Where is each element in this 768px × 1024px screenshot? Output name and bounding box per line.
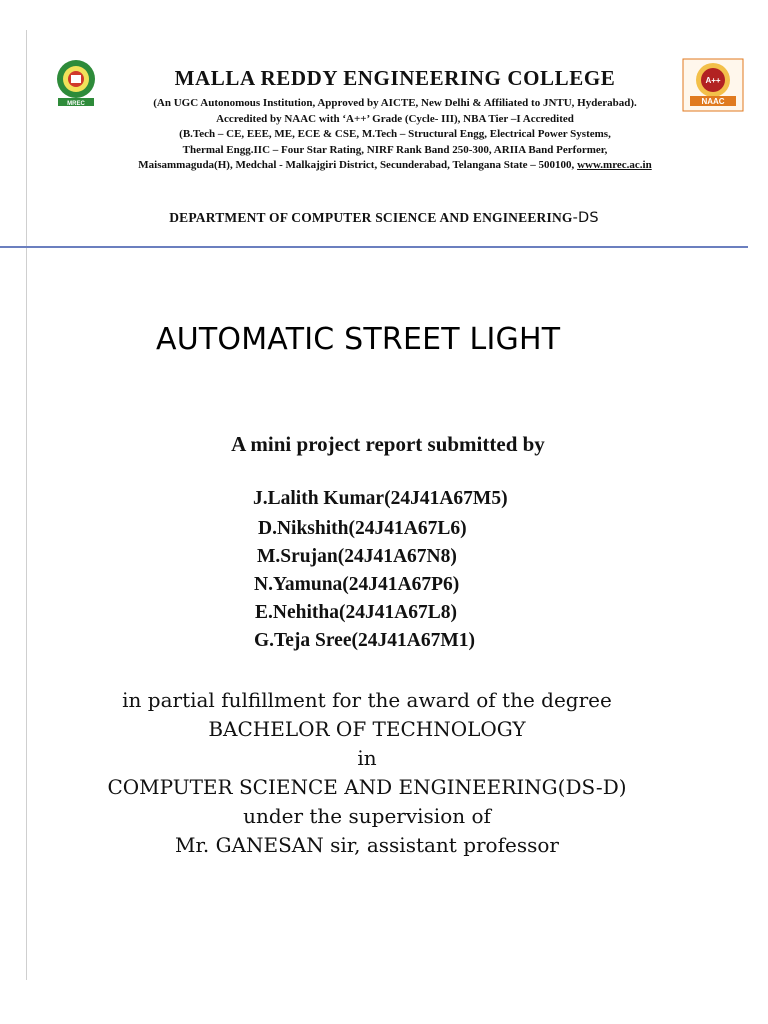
naac-grade-text: A++ <box>705 76 721 85</box>
header-line-4: Thermal Engg.IIC – Four Star Rating, NIRF Rank Band 250-300, ARIIA Band Performer, <box>182 143 608 156</box>
header-line-3: (B.Tech – CE, EEE, ME, ECE & CSE, M.Tech – Structural Engg, Electrical Power Systems, <box>179 128 611 140</box>
member-name: D.Nikshith(24J41A67L6) <box>258 518 467 539</box>
member-name: J.Lalith Kumar(24J41A67M5) <box>253 488 508 509</box>
header-address-line <box>90 158 700 174</box>
college-website-link[interactable]: www.mrec.ac.in <box>577 159 652 171</box>
degree-line-supervisor: Mr. GANESAN sir, assistant professor <box>175 833 559 857</box>
college-name: MALLA REDDY ENGINEERING COLLEGE <box>174 66 616 90</box>
college-logo-text: MREC <box>67 101 85 107</box>
project-title: AUTOMATIC STREET LIGHT <box>156 322 561 357</box>
degree-line-program: BACHELOR OF TECHNOLOGY <box>208 717 526 741</box>
department-heading <box>0 210 768 226</box>
header-line-1: (An UGC Autonomous Institution, Approved by AICTE, New Delhi & Affiliated to JNTU, Hyderabad). <box>153 97 637 109</box>
department-suffix: -DS <box>572 210 599 226</box>
department-name: DEPARTMENT OF COMPUTER SCIENCE AND ENGINEERING <box>169 210 573 225</box>
submitted-by-heading: A mini project report submitted by <box>231 432 545 456</box>
header-divider <box>0 246 748 248</box>
degree-line-supervision: under the supervision of <box>243 804 491 828</box>
member-name: N.Yamuna(24J41A67P6) <box>254 574 460 595</box>
degree-line-fulfillment: in partial fulfillment for the award of the degree <box>122 688 612 712</box>
header-line-2: Accredited by NAAC with ‘A++’ Grade (Cycle- III), NBA Tier –I Accredited <box>216 112 574 125</box>
degree-statement <box>0 686 734 860</box>
degree-line-in: in <box>357 746 377 770</box>
member-name: E.Nehitha(24J41A67L8) <box>255 602 458 623</box>
member-name: G.Teja Sree(24J41A67M1) <box>254 630 475 651</box>
college-header <box>90 66 700 174</box>
college-address: Maisammaguda(H), Medchal - Malkajgiri District, Secunderabad, Telangana State – 500100, <box>138 159 578 171</box>
member-name: M.Srujan(24J41A67N8) <box>257 546 457 567</box>
degree-line-branch: COMPUTER SCIENCE AND ENGINEERING(DS-D) <box>107 775 627 799</box>
naac-label-text: NAAC <box>701 97 725 106</box>
